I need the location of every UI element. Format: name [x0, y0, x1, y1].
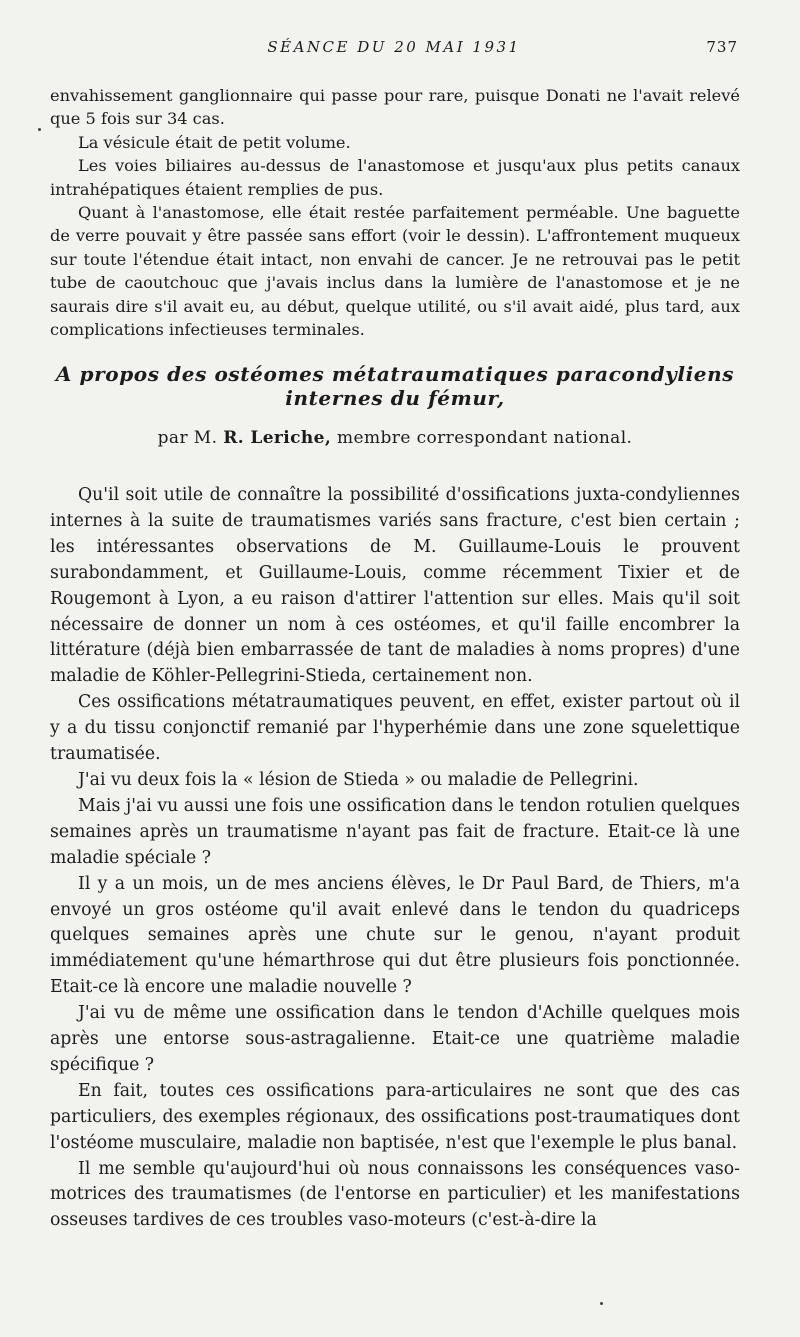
running-header: [50, 38, 738, 60]
intro-paragraph-1: envahissement ganglionnaire qui passe pour rare, puisque Donati ne l'avait relevé que 5 fois sur 34 cas.: [50, 86, 740, 129]
intro-paragraph-3: Les voies biliaires au-dessus de l'anastomose et jusqu'aux plus petits canaux intrahépatiques étaient remplies de pus.: [50, 156, 740, 199]
scan-speck: [38, 128, 41, 131]
intro-text: [50, 84, 740, 341]
intro-paragraph-2: La vésicule était de petit volume.: [78, 132, 351, 152]
article-title-line-1: A propos des ostéomes métatraumatiques paracondyliens: [55, 362, 735, 386]
body-paragraph-2: Ces ossifications métatraumatiques peuvent, en effet, exister partout où il y a du tissu conjonctif remanié par l'hyperhémie dans une zone squelettique traumatisée.: [50, 692, 740, 765]
scan-speck: [600, 1302, 603, 1305]
body-paragraph-1: Qu'il soit utile de connaître la possibilité d'ossifications juxta-condyliennes internes à la suite de traumatismes variés sans fracture, c'est bien certain ; les intéressantes observations de M. Guillaume-Louis le prouvent surabondamment, et Guillaume-Louis, comme récemment Tixier et de Rougemont à Lyon, a eu raison d'attirer l'attention sur elles. Mais qu'il soit nécessaire de donner un nom à ces ostéomes, et qu'il faille encombrer la littérature (déjà bien embarrassée de tant de maladies à noms propres) d'une maladie de Köhler-Pellegrini-Stieda, certainement non.: [50, 485, 740, 687]
article-title-line-2: internes du fémur,: [285, 386, 505, 410]
article-title: [50, 362, 740, 410]
running-title: SÉANCE DU 20 MAI 1931: [267, 38, 521, 56]
body-paragraph-8: Il me semble qu'aujourd'hui où nous connaissons les conséquences vaso-motrices des traumatismes (de l'entorse en particulier) et les manifestations osseuses tardives de ces troubles vaso-moteurs (c'est-à-dire la: [50, 1158, 740, 1231]
byline-suffix: membre correspondant national.: [337, 428, 633, 448]
body-paragraph-7: En fait, toutes ces ossifications para-articulaires ne sont que des cas particuliers, des exemples régionaux, des ossifications post-traumatiques dont l'ostéome musculaire, maladie non baptisée, n'est que l'exemple le plus banal.: [50, 1080, 740, 1153]
body-paragraph-4: Mais j'ai vu aussi une fois une ossification dans le tendon rotulien quelques semaines après un traumatisme n'ayant pas fait de fracture. Etait-ce là une maladie spéciale ?: [50, 795, 740, 868]
body-paragraph-6: J'ai vu de même une ossification dans le tendon d'Achille quelques mois après une entorse sous-astragalienne. Etait-ce une quatrième maladie spécifique ?: [50, 1003, 740, 1075]
page-number: 737: [706, 38, 738, 56]
byline: [50, 428, 740, 448]
article-body: [50, 483, 740, 1234]
body-paragraph-3: J'ai vu deux fois la « lésion de Stieda » ou maladie de Pellegrini.: [78, 769, 639, 790]
byline-prefix: par M.: [157, 428, 218, 448]
intro-paragraph-4: Quant à l'anastomose, elle était restée parfaitement perméable. Une baguette de verre pouvait y être passée sans effort (voir le dessin). L'affrontement muqueux sur toute l'étendue était intact, non envahi de cancer. Je ne retrouvai pas le petit tube de caoutchouc que j'avais inclus dans la lumière de l'anastomose et je ne saurais dire s'il avait eu, au début, quelque utilité, ou s'il avait aidé, plus tard, aux complications infectieuses terminales.: [50, 203, 740, 340]
body-paragraph-5: Il y a un mois, un de mes anciens élèves, le Dr Paul Bard, de Thiers, m'a envoyé un gros ostéome qu'il avait enlevé dans le tendon du quadriceps quelques semaines après une chute sur le genou, n'ayant produit immédiatement qu'une hémarthrose qui dut être plusieurs fois ponctionnée. Etait-ce là encore une maladie nouvelle ?: [50, 873, 740, 998]
author-name: R. Leriche,: [223, 428, 332, 448]
